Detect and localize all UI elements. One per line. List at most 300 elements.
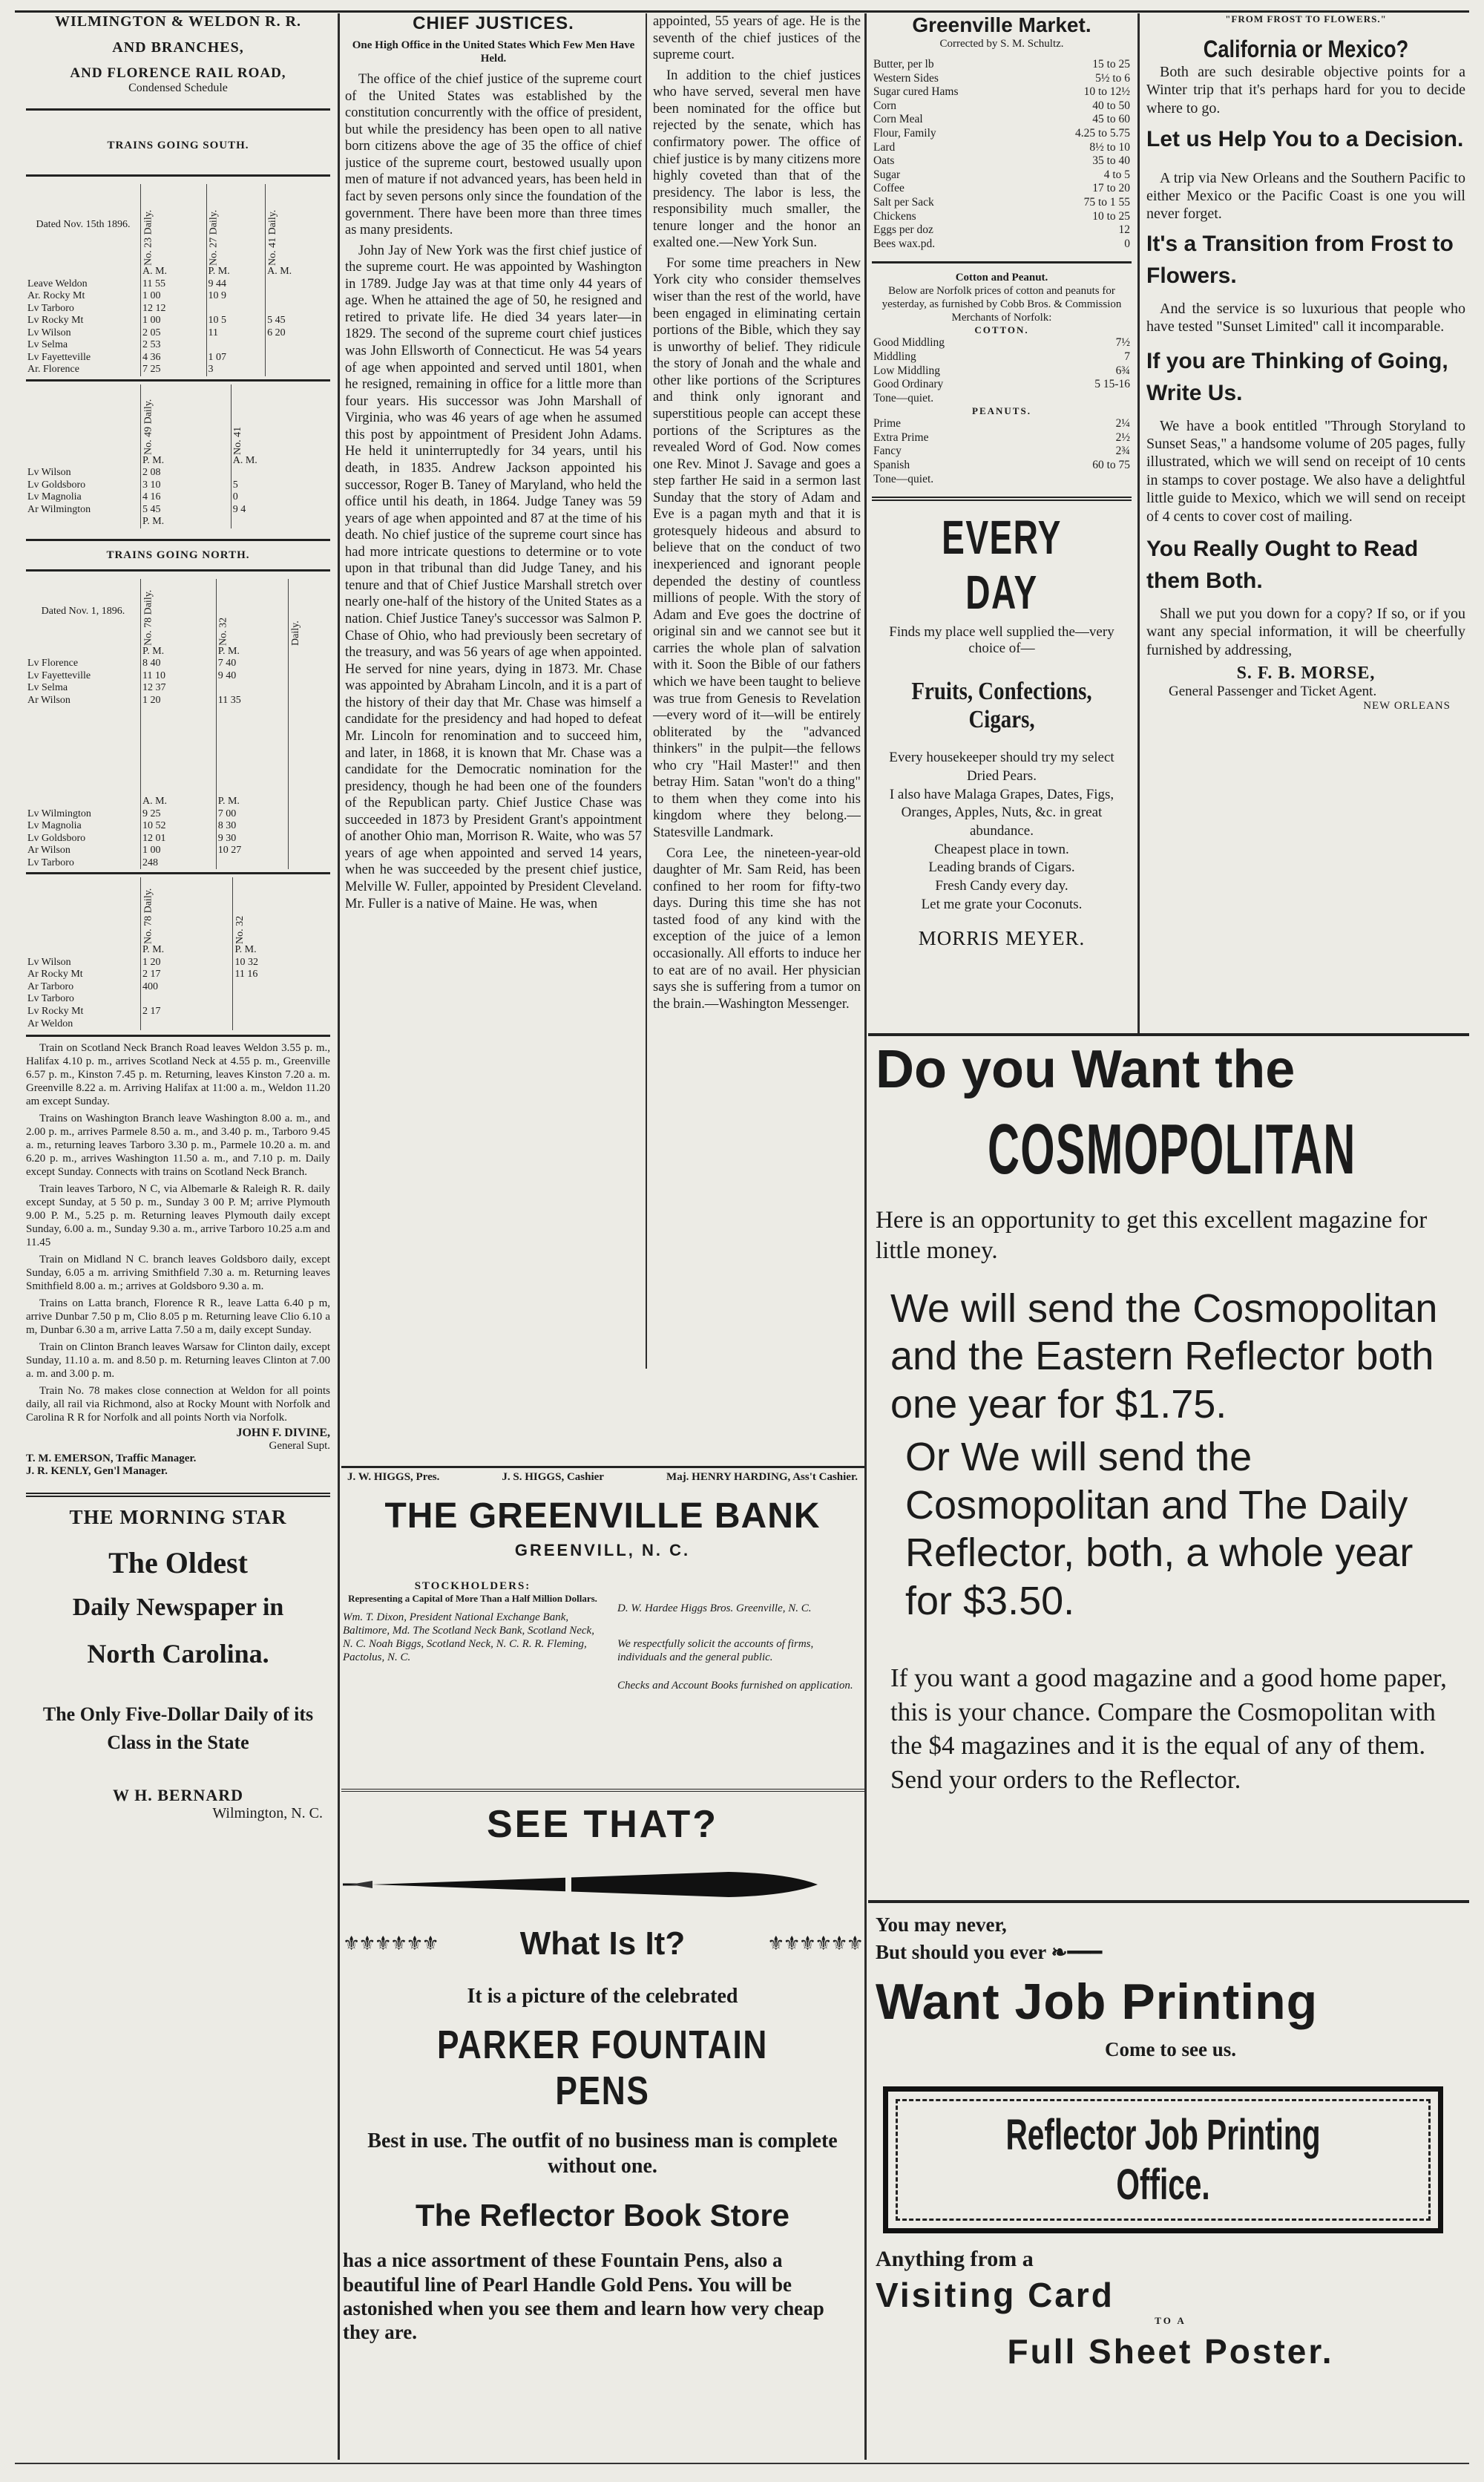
job-visiting: Visiting Card: [876, 2276, 1114, 2314]
station-name: Lv Magnolia: [27, 491, 82, 503]
cosmopolitan-ad: [876, 1039, 1465, 1885]
ampm: P. M.: [141, 646, 217, 658]
ampm: P. M.: [233, 944, 330, 957]
market-row: [872, 99, 1132, 114]
cotton-sub: Below are Norfolk prices of cotton and peanuts for yesterday, as furnished by Cobb Bros. & Commission Merchants of Norfolk:: [881, 285, 1122, 324]
every-day-line: I also have Malaga Grapes, Dates, Figs, Oranges, Apples, Nuts, &c. in great abundance.: [889, 786, 1114, 839]
item-price: 40 to 50: [1092, 99, 1130, 112]
fruits: Fruits, Confections, Cigars,: [911, 678, 1092, 734]
trans-head: It's a Transition from Frost to Flowers.: [1146, 231, 1454, 289]
train-time: 2 05: [141, 327, 207, 340]
bank-officers: [343, 1471, 862, 1484]
ampm: P. M.: [216, 646, 289, 658]
schedule-row: [26, 682, 330, 695]
train-time: 7 40: [216, 658, 289, 670]
schedule-row: [26, 303, 330, 315]
station-name: Ar. Florence: [27, 364, 79, 376]
station-name: Ar Wilson: [27, 694, 70, 706]
bank-stock-sub: Representing a Capital of More Than a Half Million Dollars.: [348, 1593, 597, 1604]
item-price: 6¾: [1115, 364, 1130, 377]
item-name: Prime: [873, 417, 902, 430]
train-time: 10 27: [216, 845, 289, 857]
bank-city: GREENVILL, N. C.: [514, 1541, 691, 1559]
train-time: 9 30: [216, 833, 289, 845]
train-time: [216, 857, 289, 870]
train-time: 3: [206, 364, 266, 376]
item-price: [1043, 392, 1132, 406]
train-time: [266, 364, 330, 376]
schedule-row: [26, 1018, 330, 1031]
market-table: [872, 58, 1132, 251]
job-but: But should you ever: [876, 1941, 1046, 1963]
item-name: Good Ordinary: [873, 378, 944, 391]
train-time: [233, 1018, 330, 1031]
ampm: A. M.: [141, 796, 217, 808]
station-name: Lv Florence: [27, 658, 79, 669]
train-time: [266, 303, 330, 315]
train-time: [289, 670, 330, 683]
item-name: Oats: [873, 154, 895, 168]
trans-body: And the service is so luxurious that people who have tested "Sunset Limited" call it incomparable.: [1146, 300, 1465, 335]
job-anything: Anything from a: [876, 2247, 1034, 2271]
train-time: [289, 808, 330, 821]
station-name: Lv Tarboro: [27, 993, 74, 1005]
schedule-row: [26, 339, 330, 352]
schedule-row: [26, 845, 330, 857]
market-row: [872, 210, 1132, 224]
train-time: 10 32: [233, 957, 330, 969]
office-frame: [883, 2086, 1443, 2233]
train-time: 10 5: [206, 315, 266, 327]
schedule-row: [26, 315, 330, 327]
train-time: 1 20: [141, 695, 217, 707]
schedule-row: [26, 670, 330, 683]
schedule-row: [26, 820, 330, 833]
schedule-row: [26, 352, 330, 364]
job-come: Come to see us.: [1105, 2038, 1236, 2060]
cosmo-if: If you want a good magazine and a good home paper, this is your chance. Compare the Cosmopolitan with the $4 magazines and it is the equal of any of them. Send your orders to the Reflector.: [890, 1663, 1447, 1794]
column-rule: [338, 13, 340, 2460]
train-time: [289, 845, 330, 857]
morris: MORRIS MEYER.: [918, 927, 1086, 950]
item-name: Spanish: [873, 459, 910, 472]
cj-paragraph: John Jay of New York was the first chief justice of the supreme court. He was appointed by Washington in 1789. Judge Jay was at that time only 44 years of age. When he attained the age of 50, he resigned and retired to private life. He died 34 years later—in 1829. The second of the supreme court chief justices was John Ellsworth of Connecticut. He was 54 years of age when appointed and served until 1801, when he resigned, remaining in office for a little more than four years. His successor was John Marshall of Virginia, who was 46 years of age when he assumed this post by appointment of President John Adams. He held it uninterruptedly for 34 years, until his death, in 1835. Andrew Jackson appointed his successor, Roger B. Taney of Maryland, who held the office until his death, in 1864. Judge Taney was 59 years of age when appointed and 87 at the time of his death. No chief justice of the supreme court since has had more intricate questions to determine or to vote upon in that tribunal than did Judge Taney, and his tenure and that of Chief Justice Marshall stretch over nearly one-half of the history of the United States as a nation. Chief Justice Taney's successor was Salmon P. Chase of Ohio, who had previously been secretary of the treasury, and was 56 years of age when appointed. He served for nine years, dying in 1873. Mr. Chase was appointed by Abraham Lincoln, and it is a part of the history of their day that Mr. Chase was himself a candidate for the presidency and had hoped to defeat Mr. Lincoln for renomination and to succeed him, and later, in 1868, it is known that Mr. Chase was a candidate for the Democratic nomination for the presidency, though he had been one of the founders of the Republican party. Chief Justice Chase was succeeded in 1873 by President Grant's appointment of another Ohio man, Morrison R. Waite, who was 57 years of age when appointed and served 14 years, when he was succeeded by the present chief justice, Melville W. Fuller, appointed by President Cleveland. Mr. Fuller is a native of Maine. He was, when: [345, 243, 642, 911]
train-time: 7 00: [216, 808, 289, 821]
train-time: 11 16: [233, 969, 330, 981]
every-day: EVERY DAY: [942, 511, 1062, 620]
train-time: [289, 857, 330, 870]
item-name: Sugar cured Hams: [873, 85, 959, 99]
item-price: 17 to 20: [1092, 182, 1130, 195]
market-row: [872, 113, 1132, 127]
train-time: 8 40: [141, 658, 217, 670]
editorial-paragraph: For some time preachers in New York city who consider themselves wiser than the rest of the world, have been engaged in eliminating certain portions of the Bible, which they say is unworthy of belief. They ridicule the story of Jonah and the whale and other like portions of the Scriptures and think only ignorant and superstitious people can accept these portions of the Scriptures as the revealed Word of God. Now comes one Rev. Minot J. Savage and goes a step farther He said in a sermon last Sunday that the story of Adam and Eve is a pagan myth and that it is grotesquely hideous and absurd to believe that on the conduct of two inexperienced and ignorant people depended the destiny of countless millions of people. With the story of Adam and Eve goes the doctrine of original sin and we cannot see but it carries the whole plan of salvation with it. Soon the Bible of our fathers which we have been taught to believe was true from Genesis to Revelation—every word of it—will be entirely obliterated by the "advanced thinkers" in the pulpit—the fellows who cry "Hail Master!" and then betray Him. Satan "won't do a thing" to them when they come into his kingdom where they belong.—Statesville Landmark.: [653, 255, 861, 840]
rr-title: WILMINGTON & WELDON R. R.: [54, 13, 302, 30]
star-l4: The Only Five-Dollar Daily of its Class in the State: [42, 1703, 314, 1753]
cosmo-here: Here is an opportunity to get this excellent magazine for little money.: [876, 1207, 1428, 1265]
peanut-table: [872, 417, 1132, 486]
book-store: The Reflector Book Store: [415, 2198, 790, 2233]
station-name: Lv Tarboro: [27, 857, 74, 868]
market-row: [872, 127, 1132, 141]
job-printing-ad: [876, 1908, 1465, 2457]
train-time: 7 25: [141, 364, 207, 376]
ampm: P. M.: [141, 516, 232, 528]
job-to-a: TO A: [1155, 2315, 1186, 2326]
south-heading: TRAINS GOING SOUTH.: [107, 140, 249, 151]
south-col-a: No. 23 Daily.: [141, 184, 207, 266]
see-that: SEE THAT?: [486, 1803, 719, 1846]
sunset-route-column: [1146, 13, 1465, 1035]
train-time: 2 53: [141, 339, 207, 352]
railroad-column: [26, 13, 330, 2460]
train-time: [266, 290, 330, 303]
bank-name: THE GREENVILLE BANK: [384, 1496, 821, 1536]
train-time: 12 12: [141, 303, 207, 315]
item-price: 4.25 to 5.75: [1074, 126, 1130, 140]
train-time: 4 16: [141, 491, 232, 504]
column-rule: [646, 13, 647, 1369]
train-time: [206, 303, 266, 315]
rr-note: Trains on Latta branch, Florence R R., leave Latta 6.40 p m, arrive Dunbar 7.50 p m, Clio 8.05 p m. Returning leave Clio 6.10 a m, Dunbar 6.30 a m, arrive Latta 7.50 a m, daily except Sunday.: [26, 1297, 330, 1337]
star-l3: North Carolina.: [87, 1639, 269, 1669]
schedule-row: [26, 695, 330, 707]
frost: "FROM FROST TO FLOWERS.": [1225, 13, 1387, 24]
job-office: Reflector Job Printing Office.: [1005, 2111, 1321, 2209]
market-row: [872, 85, 1132, 99]
item-price: [1030, 473, 1132, 487]
train-time: [141, 993, 233, 1006]
train-time: 11 55: [141, 278, 207, 291]
greenville-bank-ad: [343, 1471, 862, 1835]
rule: [868, 1900, 1469, 1903]
item-price: 75 to 1 55: [1083, 195, 1130, 209]
bank-officer: J. W. HIGGS, Pres.: [347, 1471, 440, 1483]
station-name: Ar Wilson: [27, 845, 70, 857]
train-time: 1 00: [141, 290, 207, 303]
rr-sub3: Condensed Schedule: [128, 82, 228, 94]
item-name: Coffee: [873, 182, 904, 195]
bank-officer: Maj. HENRY HARDING, Ass't Cashier.: [666, 1471, 858, 1483]
schedule-row: [26, 993, 330, 1006]
help-body: A trip via New Orleans and the Southern Pacific to either Mexico or the Pacific Coast is one you will never forget.: [1146, 169, 1465, 223]
item-name: Bees wax.pd.: [873, 237, 936, 250]
item-price: 2¼: [1115, 417, 1130, 430]
schedule-row: [26, 278, 330, 291]
cosmo-offer1: We will send the Cosmopolitan and the Eastern Reflector both one year for $1.75.: [890, 1286, 1438, 1427]
bank-right3: Checks and Account Books furnished on application.: [617, 1680, 853, 1692]
station-name: Ar Tarboro: [27, 980, 74, 992]
cotton-row: [872, 350, 1132, 364]
item-name: Good Middling: [873, 336, 945, 350]
train-time: 11 10: [141, 670, 217, 683]
train-time: [233, 993, 330, 1006]
cosmo-title: COSMOPOLITAN: [988, 1110, 1356, 1189]
item-price: 10 to 12½: [1083, 85, 1130, 99]
north2-col-a: No. 78 Daily.: [141, 877, 233, 944]
cotton-row: [872, 336, 1132, 350]
star-title: THE MORNING STAR: [69, 1506, 287, 1529]
ampm: A. M.: [231, 455, 330, 468]
south-schedule-2: [26, 384, 330, 528]
every-day-line: Fresh Candy every day.: [935, 878, 1068, 894]
rr-note: Train No. 78 makes close connection at Weldon for all points daily, all rail via Richmond, also at Rocky Mount with Norfolk and Carolina R R for Norfolk and all points North via Norfolk.: [26, 1385, 330, 1424]
morning-star-ad: [26, 1506, 330, 1822]
rr-note: Train on Midland N C. branch leaves Goldsboro daily, except Sunday, 6.05 a m. arriving Smithfield 7.30 a. m. Returning leaves Smithfield 8.00 a. m.; arrives at Goldsboro 9.30 a. m.: [26, 1254, 330, 1293]
train-time: 12 01: [141, 833, 217, 845]
station-name: Lv Magnolia: [27, 820, 82, 832]
station-name: Lv Fayetteville: [27, 669, 91, 681]
schedule-row: [26, 857, 330, 870]
rule: [868, 1033, 1469, 1036]
cal-title: California or Mexico?: [1203, 36, 1409, 62]
sig-name: JOHN F. DIVINE,: [236, 1427, 330, 1440]
train-time: 11: [206, 327, 266, 340]
train-time: [289, 682, 330, 695]
north2-col-b: No. 32: [233, 877, 330, 944]
train-time: [289, 658, 330, 670]
market-row: [872, 154, 1132, 168]
schedule-row: [26, 658, 330, 670]
item-price: 60 to 75: [1092, 459, 1130, 472]
schedule-row: [26, 290, 330, 303]
book-body: has a nice assortment of these Fountain Pens, also a beautiful line of Pearl Handle Gold Pens. You will be astonished when you see them and learn how very cheap they are.: [343, 2249, 824, 2344]
star-pub: W H. BERNARD: [112, 1786, 243, 1805]
cotton-row: [872, 364, 1132, 379]
train-time: [289, 820, 330, 833]
north-heading: TRAINS GOING NORTH.: [106, 549, 250, 561]
schedule-row: [26, 808, 330, 821]
north-col-c: Daily.: [289, 579, 330, 646]
north-schedule-2: [26, 877, 330, 1030]
north-col-b: No. 32: [216, 579, 289, 646]
cj-article: [345, 71, 642, 912]
item-price: 8½ to 10: [1089, 140, 1130, 154]
schedule-row: [26, 479, 330, 492]
train-time: 1 07: [206, 352, 266, 364]
train-time: 5 45: [141, 504, 232, 517]
editorial-paragraph: Cora Lee, the nineteen-year-old daughter of Mr. Sam Reid, has been confined to her room for fifty-two days. During this time she has not tasted food of any kind with the exception of the juice of a lemon occasionally. All efforts to induce her to eat are of no avail. Her physician says she is suffering from a tumor on the brain.—Washington Messenger.: [653, 845, 861, 1012]
job-want: Want Job Printing: [876, 1974, 1319, 2030]
schedule-row: [26, 1006, 330, 1018]
item-name: Low Middling: [873, 364, 940, 377]
train-time: 248: [141, 857, 217, 870]
market-title: Greenville Market.: [912, 13, 1091, 36]
north-col-a: No. 78 Daily.: [141, 579, 217, 646]
every-day-line: Cheapest place in town.: [934, 841, 1069, 857]
cotton-row: [872, 392, 1132, 406]
item-price: 7½: [1115, 336, 1130, 350]
station-name: Lv Fayetteville: [27, 351, 91, 363]
item-name: Flour, Family: [873, 126, 936, 140]
train-time: 9 4: [231, 504, 330, 517]
item-name: Fancy: [873, 445, 902, 458]
peanut-row: [872, 431, 1132, 445]
station-name: Lv Selma: [27, 682, 68, 694]
ampm: P. M.: [206, 266, 266, 278]
column-rule: [864, 13, 867, 2460]
bank-right1: D. W. Hardee Higgs Bros. Greenville, N. C.: [617, 1602, 812, 1614]
south-col-c: No. 41 Daily.: [266, 184, 330, 266]
train-time: [266, 278, 330, 291]
train-time: 1 20: [141, 957, 233, 969]
market-row: [872, 168, 1132, 183]
item-name: Corn Meal: [873, 113, 923, 126]
sig-title: General Supt.: [269, 1440, 330, 1453]
item-price: 45 to 60: [1092, 113, 1130, 126]
item-price: 7: [1124, 350, 1130, 363]
think-body: We have a book entitled "Through Storyland to Sunset Seas," a handsome volume of 205 pages, fully illustrated, which we will send on receipt of 10 cents in stamps to cover postage. We also have a delightful little guide to Mexico, which we will send on receipt of 4 cents to cover cost of mailing.: [1146, 417, 1465, 525]
schedule-row: [26, 467, 330, 479]
editorial-articles: [653, 68, 861, 1013]
market-row: [872, 182, 1132, 196]
every-day-line: Let me grate your Coconuts.: [921, 896, 1083, 912]
item-price: 4 to 5: [1103, 168, 1130, 181]
train-time: 9 44: [206, 278, 266, 291]
sig-kenly: J. R. KENLY, Gen'l Manager.: [26, 1465, 168, 1478]
fountain-pen-icon: [343, 1851, 862, 1918]
cj-continued: appointed, 55 years of age. He is the seventh of the chief justices of the supreme court.: [653, 14, 861, 63]
item-name: Sugar: [873, 168, 901, 181]
market-row: [872, 223, 1132, 238]
item-name: Tone—quiet.: [873, 391, 934, 405]
help-head: Let us Help You to a Decision.: [1146, 127, 1464, 152]
train-time: 2 17: [141, 1006, 233, 1018]
item-name: Western Sides: [873, 71, 939, 85]
station-name: Lv Wilson: [27, 467, 71, 479]
train-time: 5 45: [266, 315, 330, 327]
market-row: [872, 238, 1132, 252]
ampm: P. M.: [141, 944, 233, 957]
station-name: Lv Rocky Mt: [27, 315, 84, 327]
rule: [341, 1466, 864, 1468]
train-time: 1 00: [141, 845, 217, 857]
star-l2: Daily Newspaper in: [72, 1594, 284, 1622]
north-schedule: [26, 579, 330, 870]
morse-title: General Passenger and Ticket Agent.: [1169, 684, 1377, 700]
peanut-row: [872, 473, 1132, 487]
item-price: 35 to 40: [1092, 154, 1130, 168]
train-time: [233, 1006, 330, 1018]
item-price: 0: [1124, 237, 1130, 250]
market-sub: Corrected by S. M. Schultz.: [939, 38, 1064, 50]
item-price: 12: [1118, 223, 1130, 237]
train-time: 1 00: [141, 315, 207, 327]
train-time: 10 52: [141, 820, 217, 833]
cj-paragraph: The office of the chief justice of the supreme court of the United States was established by the constitution concurrently with the office of president, but while the presidency has been open to all native born citizens above the age of 35 the office of chief justice of the supreme court, bestowed usually upon men of mature if not advanced years, has been held in fact by seven persons only since the foundation of the government. There have been more than three times as many presidents.: [345, 72, 642, 238]
bank-right2: We respectfully solicit the accounts of firms, individuals and the general public.: [617, 1638, 814, 1663]
station-name: Lv Rocky Mt: [27, 1005, 84, 1017]
item-price: 2¾: [1115, 445, 1130, 458]
every-day-ad: [872, 510, 1132, 950]
peanut-row: [872, 459, 1132, 473]
station-name: Lv Wilson: [27, 327, 71, 338]
item-price: 10 to 25: [1092, 209, 1130, 223]
market-row: [872, 141, 1132, 155]
schedule-row: [26, 491, 330, 504]
south-dated: Dated Nov. 15th 1896.: [36, 218, 131, 230]
what-is-it: What Is It?: [519, 1925, 686, 1962]
picture-of: It is a picture of the celebrated: [467, 1985, 738, 2008]
every-day-line: Every housekeeper should try my select Dried Pears.: [889, 750, 1114, 784]
schedule-row: [26, 504, 330, 517]
parker-title: PARKER FOUNTAIN PENS: [436, 2023, 769, 2113]
item-name: Extra Prime: [873, 430, 929, 444]
item-name: Tone—quiet.: [873, 472, 934, 485]
cosmo-want: Do you Want the: [876, 1040, 1296, 1099]
station-name: Ar. Rocky Mt: [27, 290, 85, 302]
cosmo-offer2: Or We will send the Cosmopolitan and The Daily Reflector, both, a whole year for $3.50.: [905, 1434, 1414, 1624]
item-price: 5 15-16: [1094, 378, 1130, 391]
train-time: 11 35: [216, 695, 289, 707]
south-schedule: [26, 184, 330, 376]
morse: S. F. B. MORSE,: [1236, 664, 1376, 684]
star-l1: The Oldest: [108, 1546, 248, 1580]
station-name: Leave Weldon: [27, 278, 88, 289]
train-time: 9 40: [216, 670, 289, 683]
item-name: Middling: [873, 350, 916, 363]
south-col-b: No. 27 Daily.: [206, 184, 266, 266]
ought-head: You Really Ought to Read them Both.: [1146, 536, 1419, 594]
item-name: Chickens: [873, 209, 916, 223]
cotton-row: [872, 378, 1132, 392]
schedule-row: [26, 364, 330, 376]
station-name: Lv Tarboro: [27, 302, 74, 314]
peanut-row: [872, 417, 1132, 431]
ampm: P. M.: [141, 455, 232, 468]
item-name: Lard: [873, 140, 896, 154]
north-dated: Dated Nov. 1, 1896.: [41, 606, 125, 618]
flourish-icon: ❧━━━: [1051, 1942, 1103, 1963]
train-time: 6 20: [266, 327, 330, 340]
ed-lines: [872, 749, 1132, 914]
rr-note: Train leaves Tarboro, N C, via Albemarle & Raleigh R. R. daily except Sunday, at 5 50 p. m., Sunday 3 00 P. M; arrive Plymouth 9.00 P. M., 5.25 p. m. Returning leaves Plymouth daily except Sunday, 6.00 a. m., Sunday 9.30 a. m., arrive Tarboro 10.25 a.m and 11.45: [26, 1183, 330, 1249]
ampm: A. M.: [266, 266, 330, 278]
schedule-row: [26, 327, 330, 340]
train-time: 2 17: [141, 969, 233, 981]
train-time: 8 30: [216, 820, 289, 833]
train-time: 4 36: [141, 352, 207, 364]
station-name: Lv Wilmington: [27, 808, 91, 819]
item-name: Butter, per lb: [873, 58, 934, 71]
bank-stock-list: Wm. T. Dixon, President National Exchange Bank, Baltimore, Md. The Scotland Neck Bank, Scotland Neck, N. C. Noah Biggs, Scotland Neck, N. C. R. R. Fleming, Pactolus, N. C.: [343, 1611, 594, 1663]
peanut-head: PEANUTS.: [972, 405, 1031, 417]
station-name: Lv Goldsboro: [27, 479, 86, 491]
train-time: [231, 467, 330, 479]
schedule-row: [26, 833, 330, 845]
ampm: A. M.: [141, 266, 207, 278]
chief-justices-column: [345, 13, 642, 1346]
cal-body: Both are such desirable objective points for a Winter trip that it's perhaps hard for you to decide where to go.: [1146, 64, 1465, 117]
think-head: If you are Thinking of Going, Write Us.: [1146, 348, 1448, 406]
train-time: 3 10: [141, 479, 232, 492]
train-time: [266, 352, 330, 364]
item-price: 2½: [1115, 430, 1130, 444]
ornament-icon: ⚜⚜⚜⚜⚜⚜: [767, 1933, 862, 1954]
market-column: [872, 13, 1132, 1035]
schedule-row: [26, 957, 330, 969]
peanut-row: [872, 445, 1132, 459]
train-time: [216, 682, 289, 695]
cj-title: CHIEF JUSTICES.: [413, 13, 574, 33]
train-time: [289, 833, 330, 845]
train-time: [266, 339, 330, 352]
train-time: 9 25: [141, 808, 217, 821]
cj-sub: One High Office in the United States Which Few Men Have Held.: [352, 39, 635, 65]
market-row: [872, 196, 1132, 210]
station-name: Ar Rocky Mt: [27, 969, 83, 980]
item-name: Eggs per doz: [873, 223, 933, 237]
